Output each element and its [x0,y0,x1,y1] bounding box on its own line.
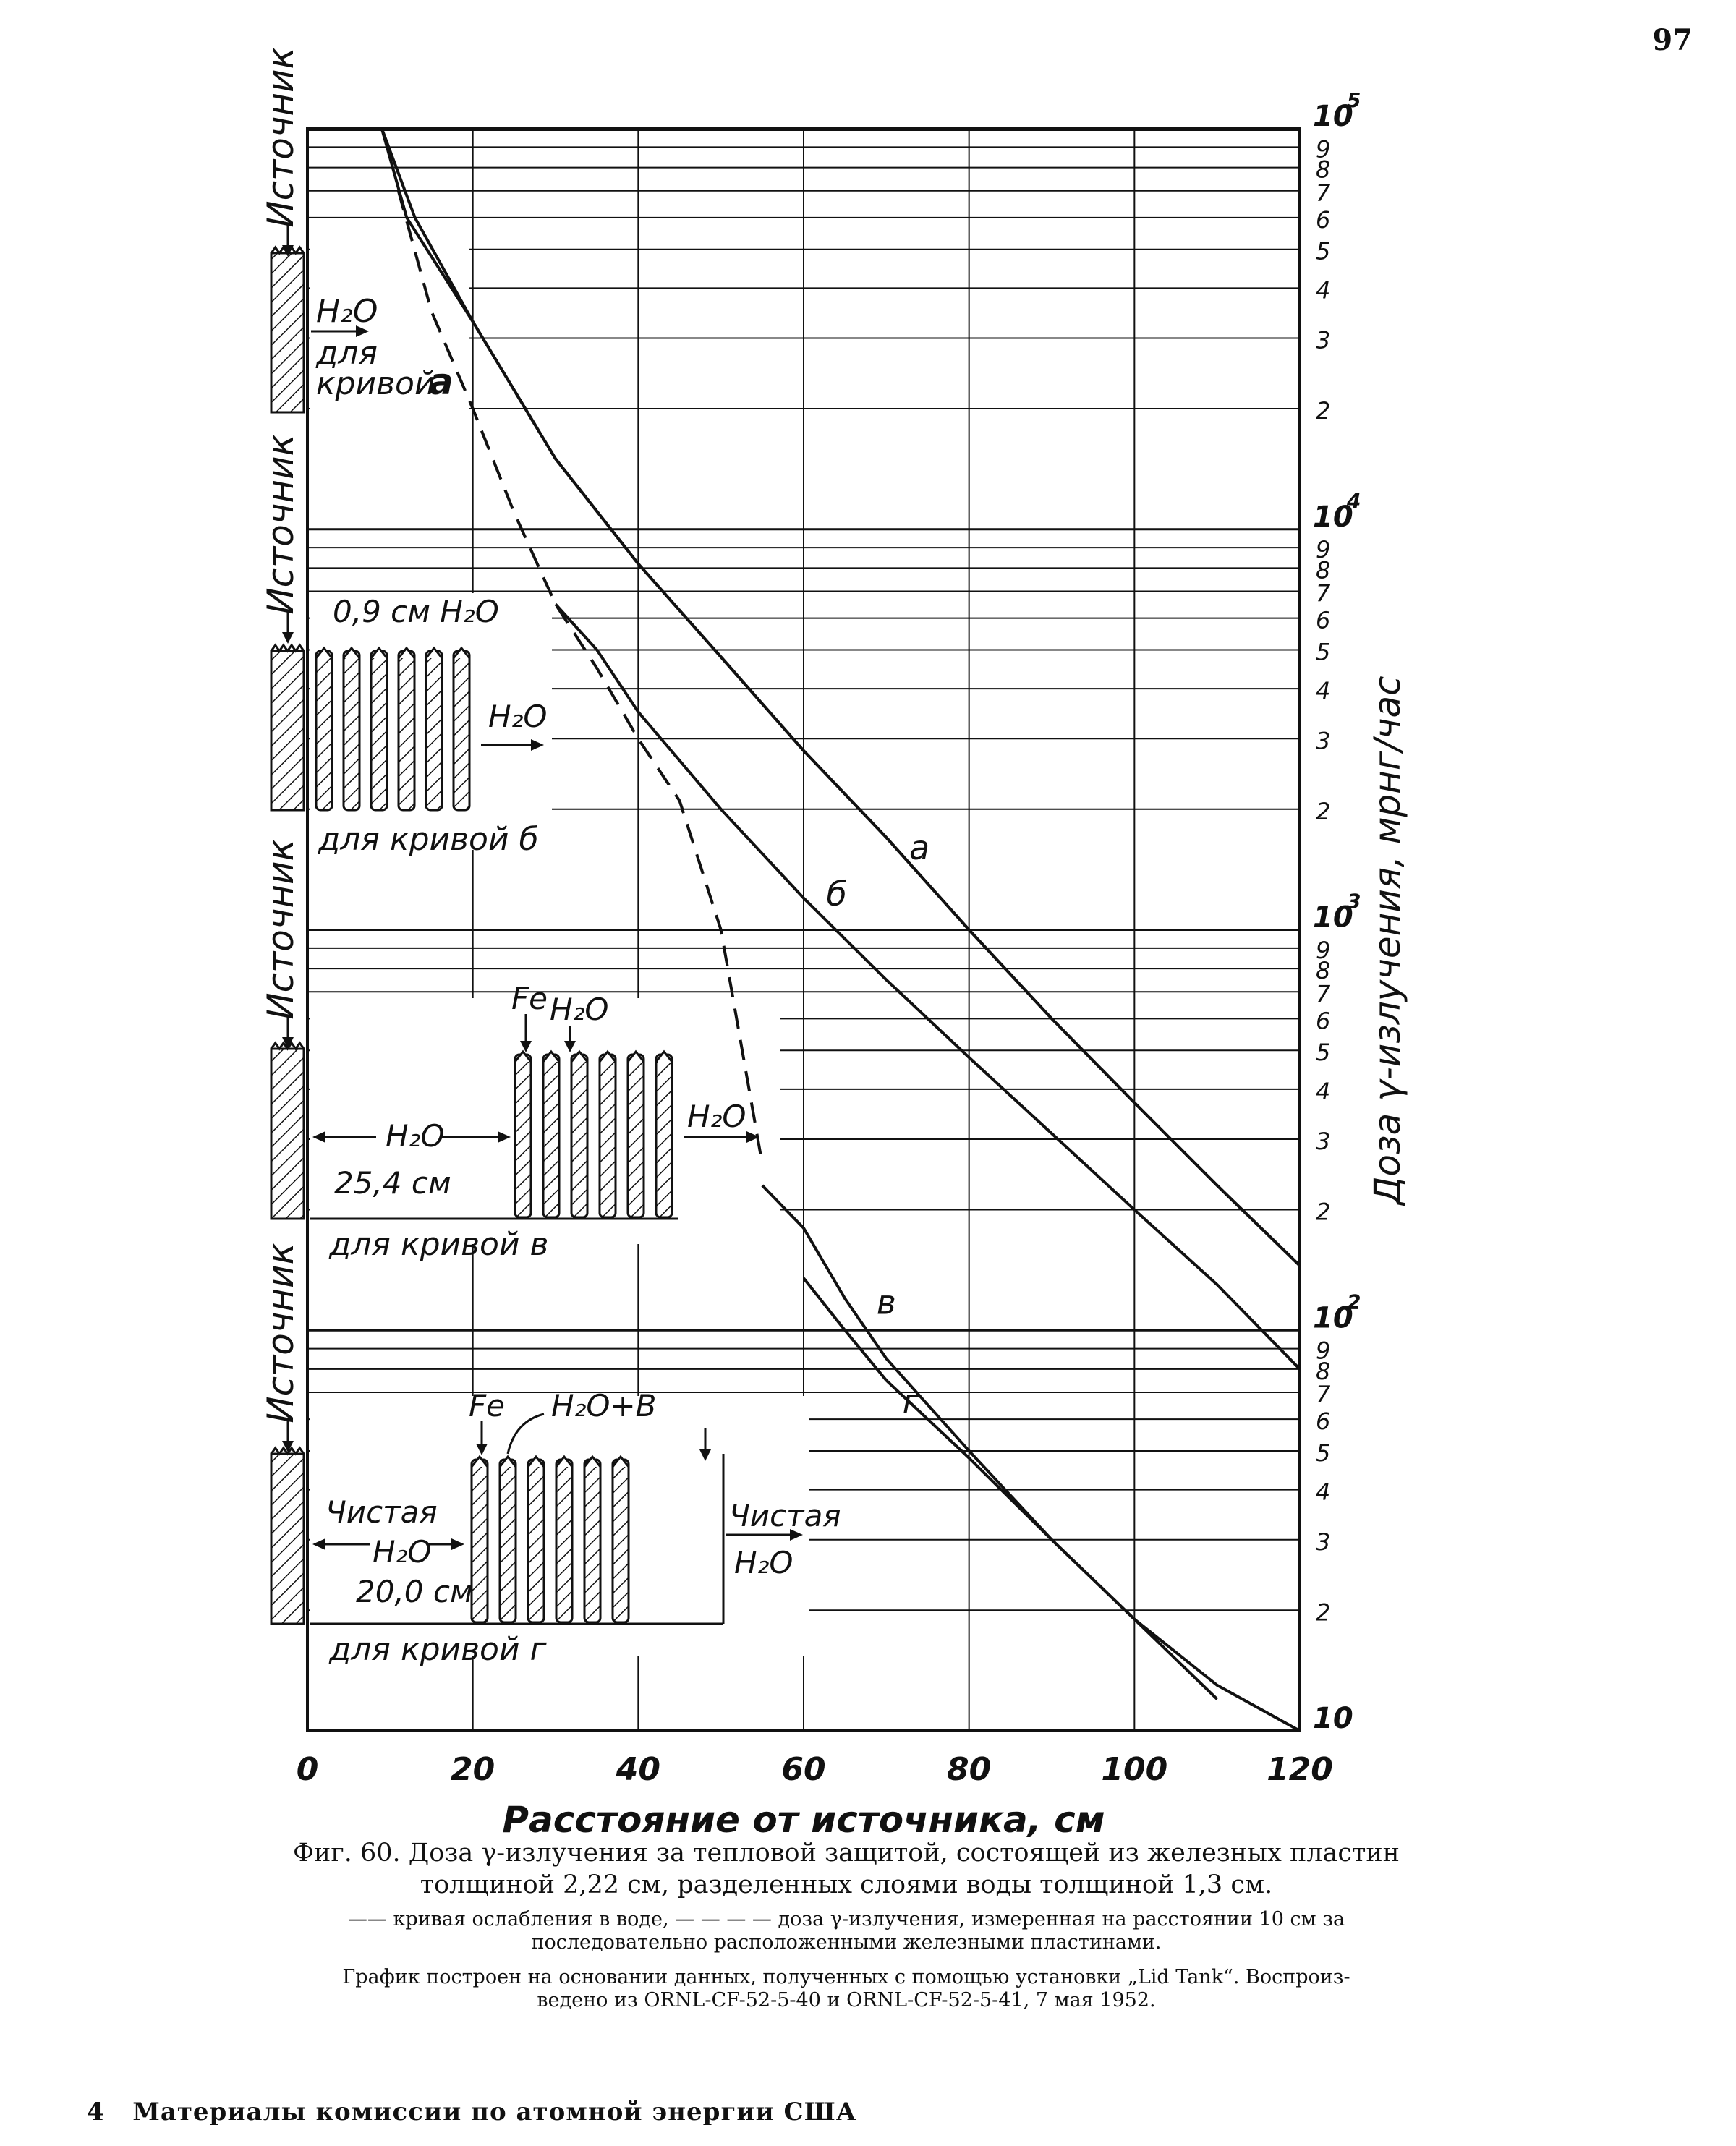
y-minor-label: 7 [1316,980,1331,1008]
iron-plate [613,1460,629,1622]
caption-source-line-2: ведено из ORNL-CF-52-5-40 и ORNL-CF-52-5-41, 7 мая 1952. [537,1989,1156,2011]
inset-g-pure-label: Чистая [326,1494,438,1530]
footer-number: 4 [87,2098,105,2126]
inset-a-caption-letter: а [429,361,454,403]
y-minor-label: 4 [1316,1478,1331,1506]
iron-plate [543,1055,559,1217]
iron-plate [584,1460,600,1622]
pointer-arrow-head [282,632,294,644]
source-wall [271,1454,304,1624]
y-minor-label: 8 [1316,556,1331,584]
x-tick-label: 40 [616,1751,660,1788]
caption-title-line-1: Фиг. 60. Доза γ-излучения за тепловой защитой, состоящей из железных пластин [292,1839,1400,1868]
source-wall [271,1049,304,1219]
inset-b-caption: для кривой б [318,821,539,858]
iron-plate [528,1460,544,1622]
y-minor-label: 4 [1316,1077,1331,1105]
inset-v-caption: для кривой в [329,1226,549,1263]
y-minor-label: 6 [1316,1007,1331,1035]
iron-plate [399,651,414,810]
y-axis-label: Доза γ-излучения, мрнг/час [1366,676,1408,1205]
y-decade-label: 10 [1313,1301,1353,1335]
y-minor-label: 8 [1316,957,1331,985]
y-decade-label: 10 [1313,1702,1353,1735]
y-minor-label: 5 [1316,237,1331,265]
shield-insets [260,47,841,1668]
x-tick-label: 100 [1101,1751,1168,1788]
caption-title-line-2: толщиной 2,22 см, разделенных слоями воды толщиной 1,3 см. [420,1870,1273,1899]
y-minor-label: 5 [1316,1039,1331,1067]
y-minor-label: 9 [1316,536,1331,564]
inset-g-h2o-out-label: H₂O [734,1545,793,1580]
y-minor-label: 6 [1316,205,1331,234]
x-tick-label: 0 [296,1751,319,1788]
y-minor-label: 3 [1316,326,1331,354]
caption-legend-line-1: —— кривая ослабления в воде, — — — — доза γ-излучения, измеренная на расстоянии 10 см за [347,1908,1345,1930]
inset-v-h2o-top-label: H₂O [550,992,609,1027]
series-line-curve-3 [762,1185,1300,1731]
inset-a-caption-line1: для [316,335,378,372]
y-minor-label: 6 [1316,606,1331,634]
iron-plate [371,651,387,810]
x-tick-label: 60 [781,1751,826,1788]
inset-curve-a [260,47,469,416]
series-label: г [902,1382,920,1422]
source-label: Источник [260,434,302,615]
inset-g-gap-value: 20,0 см [356,1574,473,1609]
y-minor-label: 5 [1316,1439,1331,1467]
inset-a-h2o-label: H₂O [316,293,378,330]
y-decade-exponent: 5 [1347,88,1361,112]
y-minor-label: 7 [1316,179,1331,207]
iron-plate [472,1460,488,1622]
y-minor-label: 5 [1316,638,1331,666]
inset-v-gap-label: H₂O [386,1118,445,1154]
iron-plate [344,651,359,810]
iron-plate [656,1055,672,1217]
iron-plate [556,1460,572,1622]
caption-legend-line-2: последовательно расположенными железными пластинами. [531,1931,1162,1954]
y-minor-label: 9 [1316,135,1331,163]
y-minor-label: 9 [1316,1337,1331,1365]
inset-g-gap-label: H₂O [373,1534,432,1570]
source-wall [271,253,304,412]
y-minor-label: 3 [1316,727,1331,755]
series-label: а [909,827,930,867]
iron-plate [571,1055,587,1217]
source-label: Источник [260,1243,302,1423]
y-minor-label: 4 [1316,677,1331,705]
iron-plate [628,1055,644,1217]
inset-v-gap-value: 25,4 см [334,1165,451,1201]
y-minor-label: 2 [1316,1198,1331,1226]
y-minor-label: 2 [1316,1598,1331,1627]
x-axis-label: Расстояние от источника, см [502,1799,1105,1841]
inset-curve-v [260,839,780,1263]
footer-text: Материалы комиссии по атомной энергии США [132,2098,857,2126]
y-decade-label: 10 [1313,100,1353,133]
y-minor-label: 2 [1316,797,1331,825]
source-wall [271,651,304,810]
inset-g-caption: для кривой г [329,1631,547,1668]
y-decade-exponent: 4 [1347,488,1361,513]
y-decade-exponent: 3 [1347,889,1361,914]
iron-plate [515,1055,531,1217]
inset-b-h2o-label: H₂O [488,699,548,734]
x-tick-label: 80 [947,1751,992,1788]
y-decade-exponent: 2 [1347,1290,1361,1314]
source-label: Источник [260,47,302,228]
figure-source-note [260,1966,1432,2012]
page-footer [87,2098,856,2126]
x-tick-label: 120 [1267,1751,1333,1788]
inset-curve-g [260,1243,841,1668]
y-minor-label: 9 [1316,936,1331,964]
iron-plate [600,1055,616,1217]
y-minor-label: 2 [1316,397,1331,425]
iron-plate [426,651,442,810]
inset-a-caption-line2: кривой [316,365,435,402]
y-minor-label: 4 [1316,276,1331,305]
y-minor-label: 8 [1316,156,1331,184]
y-minor-label: 3 [1316,1528,1331,1556]
series-label: в [876,1282,896,1322]
inset-v-h2o-out-label: H₂O [687,1099,746,1134]
inset-v-fe-label: Fe [511,981,548,1016]
y-decade-label: 10 [1313,900,1353,934]
y-minor-label: 8 [1316,1357,1331,1385]
y-minor-label: 3 [1316,1128,1331,1156]
x-tick-label: 20 [451,1751,495,1788]
figure-caption [260,1837,1432,1901]
y-decade-label: 10 [1313,500,1353,534]
y-minor-label: 7 [1316,579,1331,608]
page-number: 97 [1652,23,1693,57]
pointer-arrow-head [282,1441,294,1452]
inset-g-fe-label: Fe [469,1388,505,1423]
series-label: б [826,874,847,914]
source-label: Источник [260,839,302,1020]
iron-plate [316,651,332,810]
y-minor-label: 7 [1316,1381,1331,1409]
y-minor-label: 6 [1316,1408,1331,1436]
caption-source-line-1: График построен на основании данных, полученных с помощью установки „Lid Tank“. Воспроиз- [342,1966,1350,1988]
figure-legend-note [260,1908,1432,1954]
inset-g-h2o-b-label: H₂O+B [551,1388,657,1423]
iron-plate [500,1460,516,1622]
inset-b-thickness-label: 0,9 см H₂O [333,594,499,629]
inset-g-pure-out-label: Чистая [729,1498,841,1533]
iron-plate [454,651,469,810]
series-line-curve-2 [556,604,1300,1369]
